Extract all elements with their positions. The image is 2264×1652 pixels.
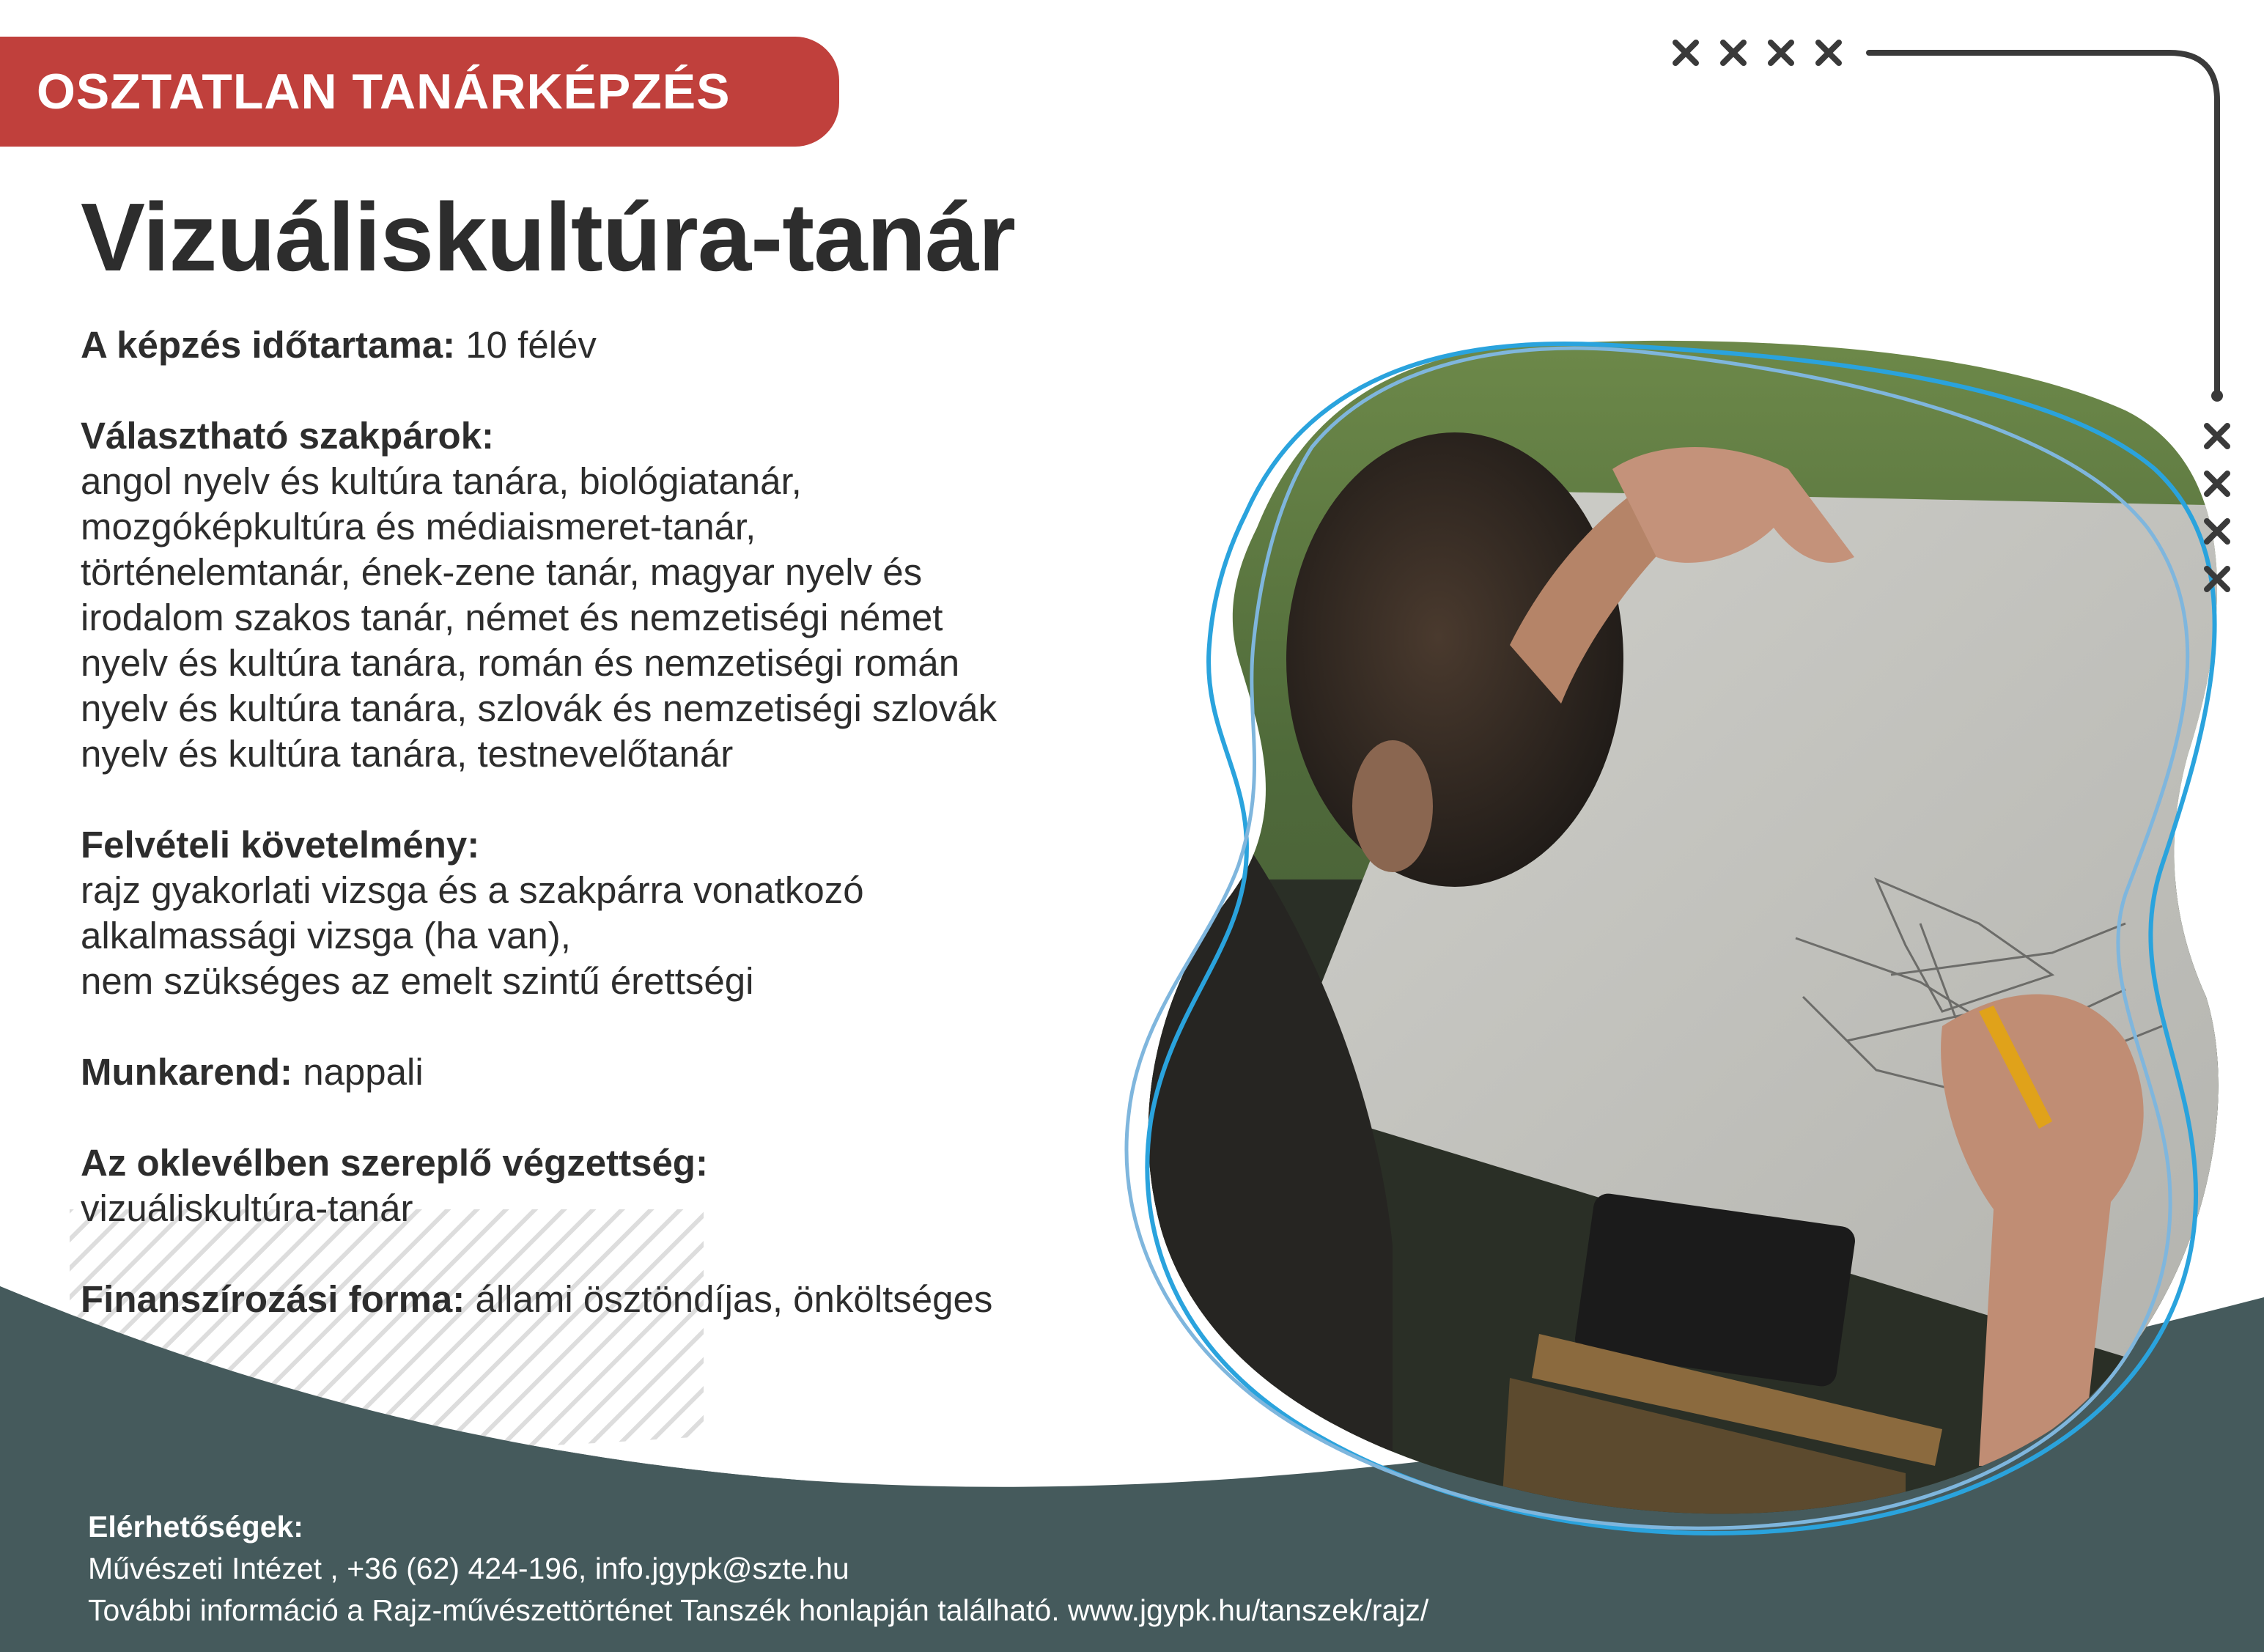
- page-title: Vizuáliskultúra-tanár: [81, 183, 1015, 291]
- schedule-value: nappali: [303, 1051, 424, 1093]
- x-mark-icon: [1814, 38, 1843, 67]
- x-mark-icon: [2202, 517, 2232, 546]
- schedule-label: Munkarend:: [81, 1051, 293, 1093]
- degree-block: [81, 1140, 1224, 1231]
- contact-footer: [88, 1506, 1428, 1631]
- duration-label: A képzés időtartama:: [81, 324, 456, 366]
- schedule-row: [81, 1050, 1224, 1095]
- admission-line: nem szükséges az emelt szintű érettségi: [81, 960, 754, 1002]
- admission-line: alkalmassági vizsga (ha van),: [81, 915, 571, 956]
- pairs-line: nyelv és kultúra tanára, szlovák és nemzetiségi szlovák: [81, 687, 998, 729]
- contact-line: Művészeti Intézet , +36 (62) 424-196, info.jgypk@szte.hu: [88, 1552, 849, 1585]
- contact-heading: Elérhetőségek:: [88, 1510, 303, 1544]
- admission-label: Felvételi követelmény:: [81, 824, 480, 866]
- pairs-line: történelemtanár, ének-zene tanár, magyar nyelv és: [81, 551, 923, 593]
- x-mark-icon: [1766, 38, 1796, 67]
- funding-row: [81, 1277, 1224, 1322]
- x-mark-icon: [2202, 469, 2232, 498]
- x-mark-icon: [2202, 564, 2232, 594]
- pairs-label: Választható szakpárok:: [81, 415, 495, 457]
- funding-label: Finanszírozási forma:: [81, 1278, 465, 1320]
- pairs-line: mozgóképkultúra és médiaismeret-tanár,: [81, 506, 756, 547]
- admission-line: rajz gyakorlati vizsga és a szakpárra vonatkozó: [81, 869, 864, 911]
- x-mark-icon: [1719, 38, 1748, 67]
- degree-label: Az oklevélben szereplő végzettség:: [81, 1142, 708, 1184]
- x-mark-icon: [2202, 421, 2232, 451]
- funding-value: állami ösztöndíjas, önköltséges: [475, 1278, 993, 1320]
- pairs-line: angol nyelv és kultúra tanára, biológiatanár,: [81, 460, 802, 502]
- program-info: [81, 322, 1224, 1368]
- program-type-badge: [0, 37, 839, 147]
- pairs-line: nyelv és kultúra tanára, testnevelőtanár: [81, 733, 734, 775]
- duration-row: [81, 322, 1224, 368]
- x-mark-icon: [1671, 38, 1700, 67]
- duration-value: 10 félév: [465, 324, 597, 366]
- pairs-block: [81, 413, 1224, 777]
- degree-value: vizuáliskultúra-tanár: [81, 1187, 413, 1229]
- admission-block: [81, 822, 1224, 1004]
- more-info-line: További információ a Rajz-művészettörténet Tanszék honlapján található. www.jgypk.hu/tanszek/rajz/: [88, 1593, 1429, 1627]
- pairs-line: nyelv és kultúra tanára, román és nemzetiségi román: [81, 642, 960, 684]
- pairs-line: irodalom szakos tanár, német és nemzetiségi német: [81, 597, 943, 638]
- badge-label: OSZTATLAN TANÁRKÉPZÉS: [37, 64, 731, 119]
